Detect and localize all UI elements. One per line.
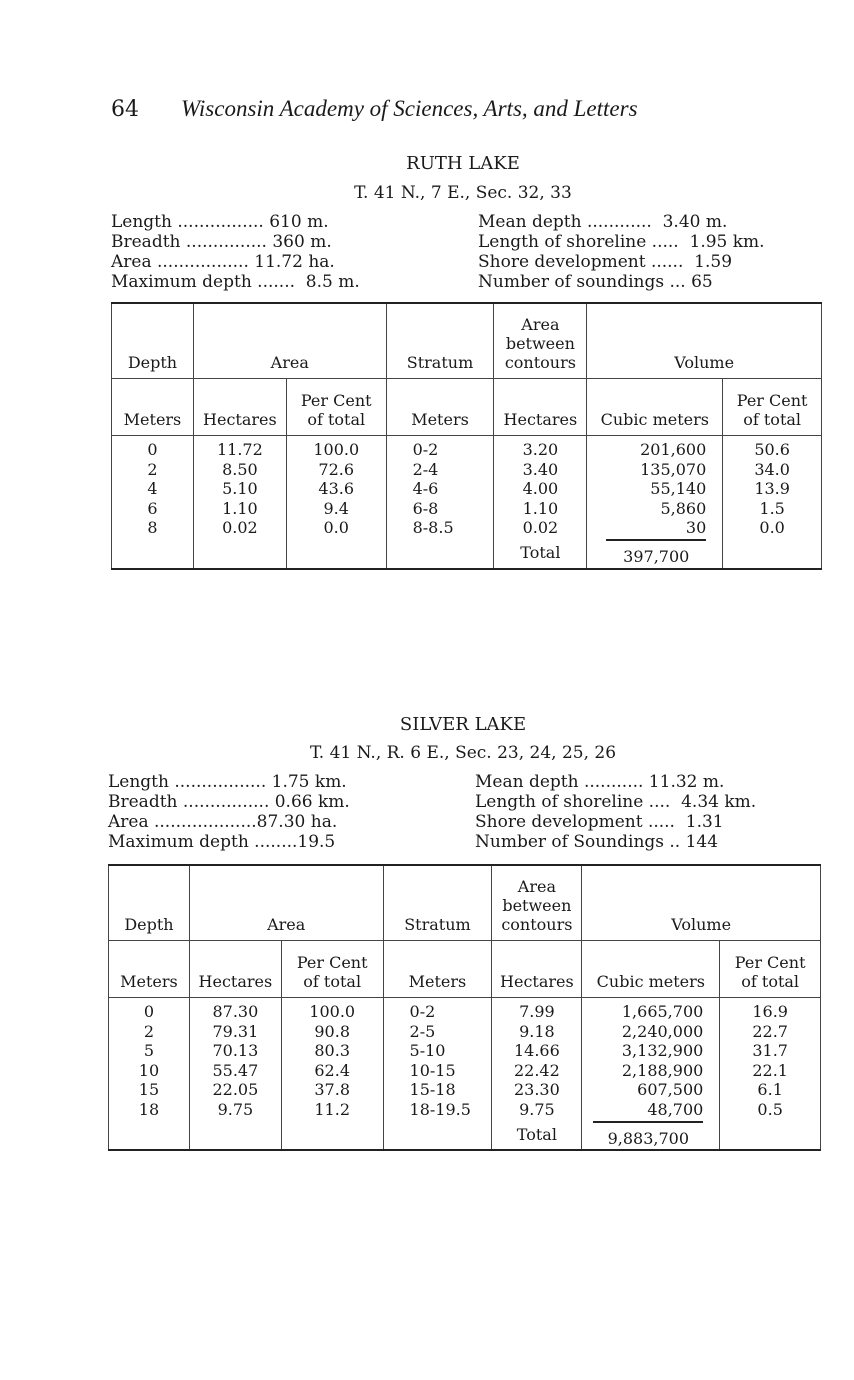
hectares-cell: 8.50	[222, 459, 258, 479]
stratum-cell: 6-8	[412, 498, 439, 518]
header-stratum: Stratum	[383, 865, 492, 941]
stat-mean-depth: Mean depth ........... 11.32 m.	[475, 772, 725, 792]
header-area: Area	[189, 865, 383, 941]
header-area: Area	[193, 303, 386, 379]
stat-area: Area ...................87.30 ha.	[108, 812, 338, 832]
stat-shore-development: Shore development ...... 1.59	[478, 252, 733, 272]
contour-hectares-cell: 9.75	[519, 1099, 555, 1119]
contour-hectares-column	[494, 436, 587, 538]
header-stratum-meters: Meters	[383, 941, 492, 998]
hectares-cell: 22.05	[212, 1080, 259, 1099]
stratum-cell: 5-10	[409, 1041, 446, 1060]
depth-column	[109, 998, 190, 1120]
volume-per-cent-cell: 50.6	[754, 440, 790, 459]
cubic-meters-cell: 3,132,900	[621, 1041, 704, 1060]
stat-length: Length ................. 1.75 km.	[108, 772, 347, 792]
depth-cell: 0	[147, 440, 158, 459]
depth-cell: 15	[138, 1080, 160, 1099]
per-cent-cell: 9.4	[323, 498, 349, 518]
total-value: 397,700	[587, 538, 723, 569]
header-hectares: Hectares	[189, 941, 281, 998]
depth-cell: 5	[143, 1041, 155, 1060]
stratum-column	[383, 998, 492, 1120]
per-cent-cell: 11.2	[314, 1099, 350, 1119]
cubic-meters-cell: 5,860	[660, 498, 707, 518]
stat-max-depth: Maximum depth ....... 8.5 m.	[111, 272, 360, 292]
contour-hectares-cell: 23.30	[513, 1080, 560, 1099]
contour-hectares-cell: 7.99	[519, 1002, 555, 1021]
contour-hectares-cell: 0.02	[522, 518, 559, 537]
lake-title: SILVER LAKE	[399, 714, 527, 735]
hectares-column	[189, 998, 281, 1120]
silver-lake-table	[108, 864, 821, 1151]
page-number: 64	[111, 97, 139, 122]
contour-hectares-column	[492, 998, 582, 1120]
cubic-meters-column	[587, 436, 723, 538]
volume-per-cent-cell: 1.5	[759, 498, 785, 518]
header-per-cent: Per Cent of total	[281, 941, 383, 998]
volume-per-cent-cell: 13.9	[754, 479, 790, 498]
hectares-cell: 9.75	[217, 1099, 254, 1119]
header-area-between: Area between contours	[494, 303, 587, 379]
stat-breadth: Breadth ............... 360 m.	[111, 232, 332, 252]
contour-hectares-cell: 9.18	[519, 1021, 555, 1041]
per-cent-cell: 62.4	[314, 1060, 350, 1080]
depth-column	[112, 436, 194, 538]
hectares-cell: 1.10	[222, 498, 258, 518]
stat-area: Area ................. 11.72 ha.	[111, 252, 335, 272]
cubic-meters-cell: 135,070	[640, 459, 707, 479]
header-per-cent: Per Cent of total	[286, 379, 386, 436]
page-header	[111, 96, 638, 122]
volume-per-cent-cell: 34.0	[754, 459, 790, 479]
stat-soundings: Number of Soundings .. 144	[475, 832, 719, 852]
total-label: Total	[494, 538, 587, 569]
hectares-cell: 11.72	[216, 440, 263, 459]
header-meters: Meters	[109, 941, 190, 998]
header-volume-per-cent: Per Cent of total	[723, 379, 822, 436]
lake-stats-left	[111, 212, 360, 292]
header-volume: Volume	[582, 865, 821, 941]
contour-hectares-cell: 14.66	[513, 1041, 560, 1060]
stratum-cell: 2-4	[412, 459, 439, 479]
volume-per-cent-cell: 6.1	[757, 1080, 783, 1099]
stratum-cell: 10-15	[409, 1060, 456, 1080]
header-cubic-meters: Cubic meters	[582, 941, 720, 998]
depth-cell: 8	[147, 518, 158, 537]
cubic-meters-cell: 55,140	[650, 479, 707, 498]
volume-per-cent-column	[723, 436, 822, 538]
depth-cell: 4	[147, 479, 158, 498]
per-cent-column	[286, 436, 386, 538]
stat-max-depth: Maximum depth ........19.5	[108, 832, 336, 852]
contour-hectares-cell: 4.00	[522, 479, 559, 498]
per-cent-cell: 90.8	[314, 1021, 350, 1041]
contour-hectares-cell: 22.42	[513, 1060, 560, 1080]
volume-per-cent-column	[720, 998, 821, 1120]
depth-cell: 10	[138, 1060, 160, 1080]
header-meters: Meters	[112, 379, 194, 436]
lake-stats-left	[108, 772, 350, 852]
per-cent-cell: 72.6	[318, 459, 355, 479]
header-stratum-meters: Meters	[386, 379, 494, 436]
lake-title: RUTH LAKE	[406, 153, 520, 174]
per-cent-cell: 100.0	[313, 440, 360, 459]
stratum-cell: 2-5	[409, 1021, 436, 1041]
cubic-meters-cell: 1,665,700	[621, 1002, 704, 1021]
cubic-meters-cell: 48,700	[647, 1099, 704, 1119]
stat-breadth: Breadth ................ 0.66 km.	[108, 792, 350, 812]
hectares-column	[193, 436, 286, 538]
stratum-cell: 8-8.5	[412, 518, 454, 537]
table-body	[109, 998, 821, 1120]
per-cent-cell: 100.0	[309, 1002, 356, 1021]
volume-per-cent-cell: 16.9	[752, 1002, 788, 1021]
volume-per-cent-cell: 0.5	[757, 1099, 783, 1119]
cubic-meters-cell: 30	[685, 518, 707, 537]
stat-mean-depth: Mean depth ............ 3.40 m.	[478, 212, 728, 232]
header-depth: Depth	[112, 303, 194, 379]
cubic-meters-column	[582, 998, 720, 1120]
per-cent-cell: 80.3	[314, 1041, 350, 1060]
header-cubic-meters: Cubic meters	[587, 379, 723, 436]
lake-location: T. 41 N., R. 6 E., Sec. 23, 24, 25, 26	[309, 743, 617, 763]
depth-cell: 0	[143, 1002, 155, 1021]
stratum-cell: 0-2	[409, 1002, 436, 1021]
cubic-meters-cell: 2,188,900	[621, 1060, 704, 1080]
depth-cell: 6	[147, 498, 158, 518]
header-contour-hectares: Hectares	[494, 379, 587, 436]
stratum-cell: 18-19.5	[409, 1099, 471, 1119]
per-cent-cell: 0.0	[323, 518, 349, 537]
hectares-cell: 0.02	[222, 518, 258, 537]
stat-shoreline: Length of shoreline ..... 1.95 km.	[478, 232, 765, 252]
depth-cell: 18	[138, 1099, 160, 1119]
stratum-cell: 4-6	[412, 479, 439, 498]
hectares-cell: 55.47	[212, 1060, 259, 1080]
cubic-meters-cell: 607,500	[637, 1080, 704, 1099]
per-cent-cell: 43.6	[318, 479, 355, 498]
depth-cell: 2	[143, 1021, 155, 1041]
stratum-cell: 15-18	[409, 1080, 456, 1099]
stat-shoreline: Length of shoreline .... 4.34 km.	[475, 792, 757, 812]
running-title: Wisconsin Academy of Sciences, Arts, and Letters	[181, 96, 638, 121]
header-contour-hectares: Hectares	[492, 941, 582, 998]
volume-per-cent-cell: 31.7	[752, 1041, 788, 1060]
stat-soundings: Number of soundings ... 65	[478, 272, 713, 292]
contour-hectares-cell: 3.20	[522, 440, 559, 459]
header-volume-per-cent: Per Cent of total	[720, 941, 821, 998]
hectares-cell: 5.10	[222, 479, 258, 498]
hectares-cell: 70.13	[212, 1041, 259, 1060]
header-depth: Depth	[109, 865, 190, 941]
hectares-cell: 79.31	[212, 1021, 259, 1041]
header-volume: Volume	[587, 303, 822, 379]
table-body	[112, 436, 822, 538]
volume-per-cent-cell: 22.1	[752, 1060, 788, 1080]
total-value: 9,883,700	[582, 1119, 720, 1150]
depth-cell: 2	[147, 459, 158, 479]
per-cent-column	[281, 998, 383, 1120]
volume-per-cent-cell: 22.7	[752, 1021, 788, 1041]
stat-shore-development: Shore development ..... 1.31	[475, 812, 724, 832]
header-hectares: Hectares	[193, 379, 286, 436]
stratum-cell: 0-2	[412, 440, 439, 459]
cubic-meters-cell: 2,240,000	[621, 1021, 704, 1041]
lake-location: T. 41 N., 7 E., Sec. 32, 33	[354, 183, 572, 203]
per-cent-cell: 37.8	[314, 1080, 350, 1099]
total-label: Total	[492, 1119, 582, 1150]
cubic-meters-cell: 201,600	[640, 440, 707, 459]
hectares-cell: 87.30	[212, 1002, 259, 1021]
contour-hectares-cell: 3.40	[522, 459, 559, 479]
ruth-lake-table	[111, 302, 822, 570]
header-stratum: Stratum	[386, 303, 494, 379]
lake-stats-right	[478, 212, 765, 292]
stratum-column	[386, 436, 494, 538]
contour-hectares-cell: 1.10	[522, 498, 559, 518]
volume-per-cent-cell: 0.0	[759, 518, 785, 537]
header-area-between: Area between contours	[492, 865, 582, 941]
stat-length: Length ................ 610 m.	[111, 212, 329, 232]
lake-stats-right	[475, 772, 756, 852]
